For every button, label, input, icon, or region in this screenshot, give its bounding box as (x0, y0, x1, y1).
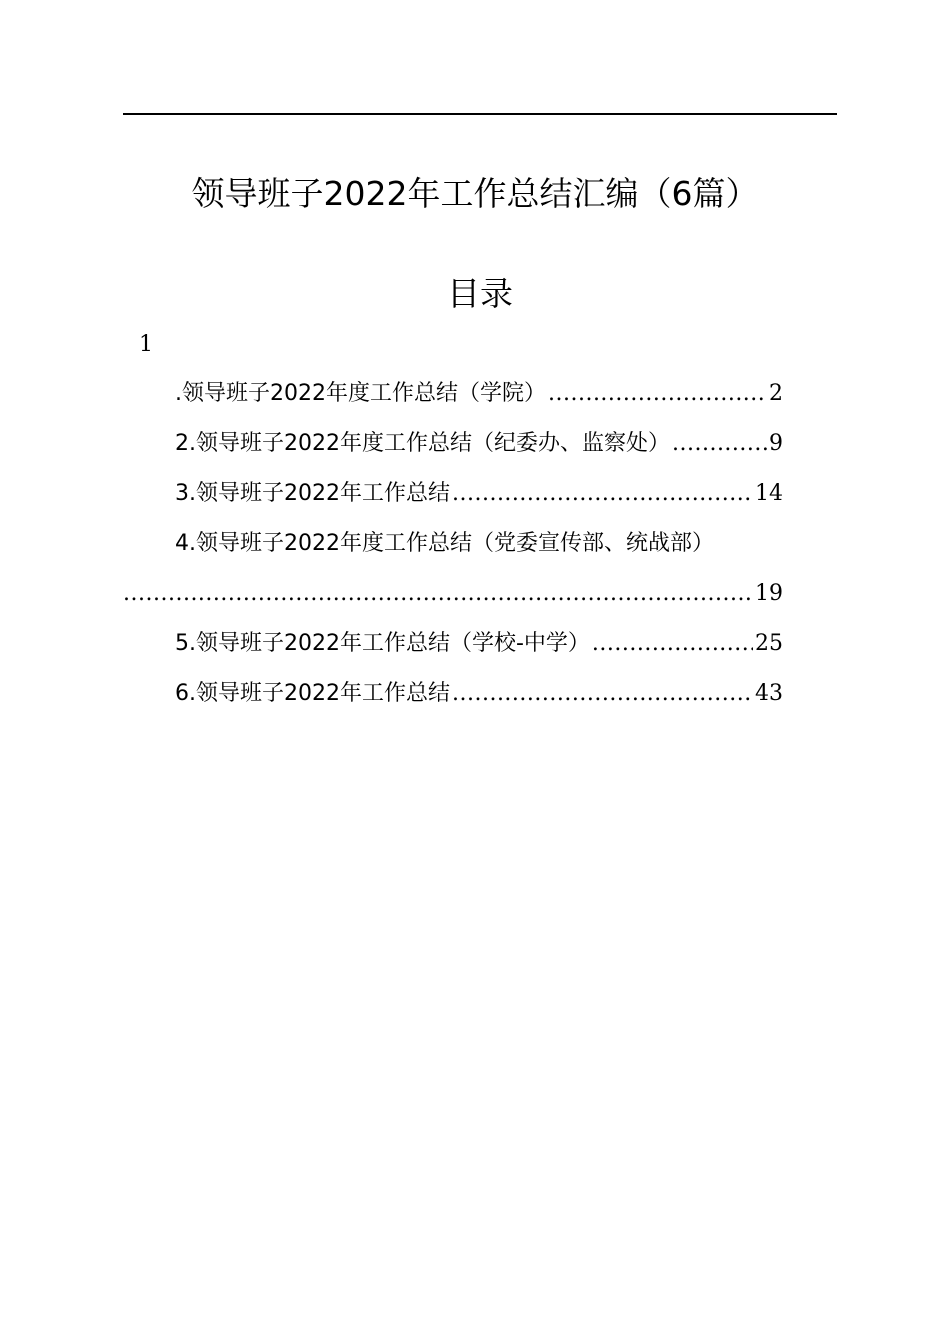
toc-entry-page: 9 (769, 431, 783, 456)
toc-leading-number: 1 (139, 332, 153, 357)
toc-entry-text: .领导班子2022年度工作总结（学院） (175, 381, 546, 406)
toc-dot-leader (592, 626, 753, 662)
toc-entry-text: 3.领导班子2022年工作总结 (175, 481, 450, 506)
toc-entry-6[interactable] (175, 676, 783, 712)
toc-entry-text: 2.领导班子2022年度工作总结（纪委办、监察处） (175, 431, 670, 456)
toc-entry-2[interactable] (175, 426, 783, 462)
toc-entry-page: 2 (769, 381, 783, 406)
toc-entry-page: 14 (755, 481, 783, 506)
toc-entry-text: 5.领导班子2022年工作总结（学校-中学） (175, 631, 590, 656)
toc-entry-4[interactable] (175, 526, 835, 562)
toc-entry-3[interactable] (175, 476, 783, 512)
toc-entry-page: 43 (755, 681, 783, 706)
toc-entry-text: 4.领导班子2022年度工作总结（党委宣传部、统战部） (175, 531, 714, 556)
header-rule (123, 113, 837, 115)
toc-entry-page: 19 (755, 581, 783, 606)
toc-dot-leader (452, 676, 753, 712)
toc-dot-leader (672, 426, 767, 462)
toc-entry-page: 25 (755, 631, 783, 656)
toc-heading: 目录 (447, 274, 513, 313)
toc-dot-leader (548, 376, 767, 412)
toc-entry-4-continuation[interactable] (123, 576, 783, 612)
document-title: 领导班子2022年工作总结汇编（6篇） (191, 174, 759, 213)
toc-dot-leader (452, 476, 753, 512)
toc-dot-leader (123, 576, 753, 612)
toc-entry-5[interactable] (175, 626, 783, 662)
toc-entry-text: 6.领导班子2022年工作总结 (175, 681, 450, 706)
toc-entry-1[interactable] (175, 376, 783, 412)
